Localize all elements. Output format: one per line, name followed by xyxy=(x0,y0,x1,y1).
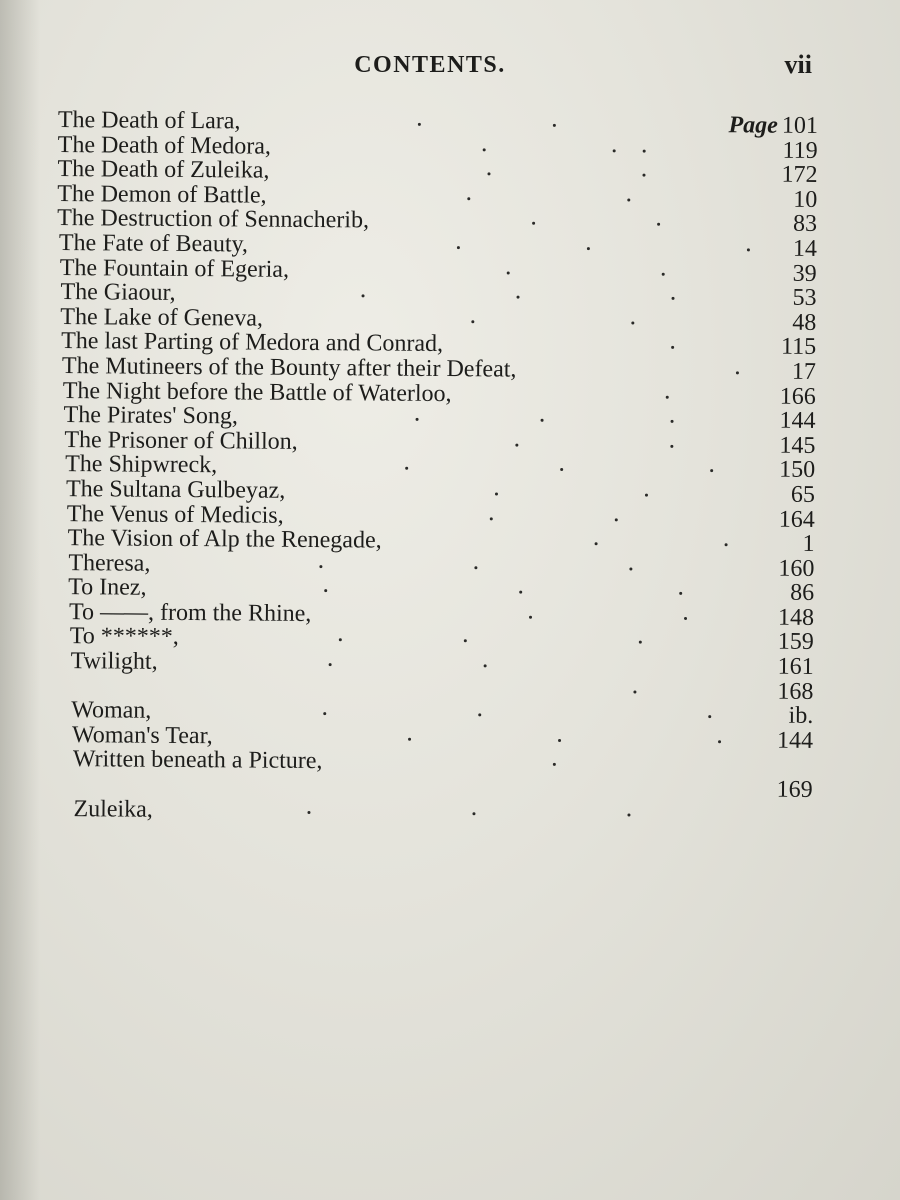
leader-dot xyxy=(416,418,419,421)
leader-dot xyxy=(405,467,408,470)
page-number: 159 xyxy=(777,629,814,656)
leader-dot xyxy=(747,248,750,251)
toc-entry-page xyxy=(778,556,814,581)
toc-entry-page xyxy=(778,655,814,680)
leader-dot xyxy=(671,420,674,423)
contents-list xyxy=(52,108,818,827)
page-number: ib. xyxy=(788,703,814,730)
leader-dot xyxy=(483,148,486,151)
toc-entry-title: The Prisoner of Chillon, xyxy=(64,426,298,455)
toc-entry-page xyxy=(793,188,817,213)
leader-dot xyxy=(595,542,598,545)
toc-entry-page xyxy=(779,409,815,434)
toc-entry-page xyxy=(780,384,816,409)
leader-dot xyxy=(457,246,460,249)
toc-entry xyxy=(52,797,812,828)
toc-entry-page xyxy=(788,704,813,729)
leader-dot xyxy=(639,641,642,644)
toc-entry-title: To ——, from the Rhine, xyxy=(68,598,312,627)
leader-dot xyxy=(519,591,522,594)
leader-dot xyxy=(679,592,682,595)
toc-entry-title: The Night before the Battle of Waterloo, xyxy=(62,377,452,407)
toc-entry-page xyxy=(782,138,817,163)
leader-dot xyxy=(324,589,327,592)
page-number: 172 xyxy=(781,161,818,189)
toc-entry-title: Zuleika, xyxy=(73,795,153,823)
toc-entry-title: The Demon of Battle, xyxy=(57,180,267,209)
page-label: Page xyxy=(728,112,778,139)
leader-dot xyxy=(684,617,687,620)
page-number: 115 xyxy=(780,334,817,361)
toc-entry-page xyxy=(791,483,815,508)
toc-entry-title: To ******, xyxy=(69,623,179,651)
page-number: 144 xyxy=(776,727,814,754)
page-number: 144 xyxy=(779,407,816,435)
toc-entry-title: The Sultana Gulbeyaz, xyxy=(65,475,286,504)
leader-dot xyxy=(517,296,520,299)
toc-entry-page xyxy=(779,458,815,483)
page-number: 14 xyxy=(792,235,818,262)
leader-dot xyxy=(307,811,310,814)
page-gutter-shadow xyxy=(0,0,40,1200)
leader-dot xyxy=(615,518,618,521)
toc-entry-page xyxy=(781,163,817,188)
leader-dot xyxy=(319,565,322,568)
leader-dot xyxy=(329,663,332,666)
page-number: 10 xyxy=(793,186,818,213)
toc-entry-title: Woman, xyxy=(71,697,152,725)
leader-dot xyxy=(643,149,646,152)
leader-dot xyxy=(645,494,648,497)
page-number: 161 xyxy=(777,653,814,681)
toc-entry-title: Theresa, xyxy=(68,549,151,577)
leader-dot xyxy=(633,690,636,693)
toc-entry-page xyxy=(792,311,816,336)
leader-dot xyxy=(672,297,675,300)
page-number: 53 xyxy=(792,284,817,312)
leader-dot xyxy=(613,149,616,152)
page-number: 1 xyxy=(802,530,815,558)
toc-entry-title: Twilight, xyxy=(70,648,158,675)
toc-entry-title: The Death of Zuleika, xyxy=(57,156,270,184)
leader-dot xyxy=(670,445,673,448)
page-number: 119 xyxy=(782,137,818,164)
toc-entry-title: The Fate of Beauty, xyxy=(58,229,249,258)
leader-dot xyxy=(474,566,477,569)
page-number: 164 xyxy=(778,506,815,533)
leader-dot xyxy=(642,174,645,177)
leader-dot xyxy=(529,616,532,619)
toc-entry-page xyxy=(792,286,816,311)
page-number: 39 xyxy=(792,260,817,287)
toc-entry-title: The Lake of Geneva, xyxy=(60,303,264,332)
toc-entry-page xyxy=(778,630,814,655)
leader-dot xyxy=(725,543,728,546)
leader-dot xyxy=(541,419,544,422)
page-number: 65 xyxy=(790,481,816,508)
page-number: 160 xyxy=(778,555,815,582)
leader-dot xyxy=(487,173,490,176)
page-number: 101 xyxy=(781,112,818,139)
page-number: 168 xyxy=(777,678,814,705)
leader-dot xyxy=(418,123,421,126)
leader-dot xyxy=(657,223,660,226)
toc-entry-page xyxy=(803,532,815,557)
leader-dot xyxy=(718,740,721,743)
toc-entry-title: Written beneath a Picture, xyxy=(72,746,323,775)
contents-heading: CONTENTS. xyxy=(354,52,506,78)
toc-entry-title: The Shipwreck, xyxy=(65,451,218,479)
leader-dot xyxy=(464,640,467,643)
toc-entry-page xyxy=(728,113,818,138)
leader-dot xyxy=(558,739,561,742)
toc-entry-title: The Giaour, xyxy=(60,279,176,307)
page-number: 166 xyxy=(779,383,816,410)
toc-entry-page xyxy=(793,261,817,286)
toc-entry-title: The Mutineers of the Bounty after their Defeat, xyxy=(61,352,517,383)
toc-entry-title: The Venus of Medicis, xyxy=(66,500,284,529)
toc-entry-title: The Death of Medora, xyxy=(57,131,272,160)
page-number: 17 xyxy=(791,358,817,385)
leader-dot xyxy=(408,738,411,741)
leader-dot xyxy=(478,714,481,717)
page-number: 145 xyxy=(779,432,816,459)
toc-entry-page xyxy=(793,237,817,262)
leader-dot xyxy=(708,715,711,718)
toc-entry-page xyxy=(779,433,815,458)
leader-dot xyxy=(507,271,510,274)
leader-dot xyxy=(560,468,563,471)
toc-entry-title: The last Parting of Medora and Conrad, xyxy=(61,328,444,358)
leader-dot xyxy=(627,198,630,201)
page-numeral: vii xyxy=(784,50,812,79)
toc-entry-title: Woman's Tear, xyxy=(71,721,213,750)
toc-entry-page xyxy=(777,729,813,754)
toc-entry-title: The Fountain of Egeria, xyxy=(59,254,290,283)
leader-dot xyxy=(467,197,470,200)
leader-dot xyxy=(471,320,474,323)
leader-dot xyxy=(339,639,342,642)
toc-entry-title: To Inez, xyxy=(68,574,147,601)
leader-dot xyxy=(495,492,498,495)
leader-dot xyxy=(532,222,535,225)
toc-entry-page xyxy=(793,212,817,237)
leader-dot xyxy=(631,321,634,324)
toc-entry-page xyxy=(778,606,814,631)
leader-dot xyxy=(662,272,665,275)
page-number: 150 xyxy=(779,456,816,484)
toc-entry-page xyxy=(777,778,813,803)
toc-entry-page xyxy=(779,507,815,532)
page-number: 169 xyxy=(776,776,813,803)
toc-entry-title: The Vision of Alp the Renegade, xyxy=(67,525,382,554)
leader-dot xyxy=(472,812,475,815)
toc-entry-title: The Death of Lara, xyxy=(57,107,241,135)
toc-entry-title: The Pirates' Song, xyxy=(63,402,238,430)
leader-dot xyxy=(736,371,739,374)
leader-dot xyxy=(484,664,487,667)
toc-entry-title: The Destruction of Sennacherib, xyxy=(57,205,370,234)
leader-dot xyxy=(710,469,713,472)
leader-dot xyxy=(671,346,674,349)
page-number: 83 xyxy=(793,211,818,238)
page-number: 148 xyxy=(777,604,815,631)
leader-dot xyxy=(666,395,669,398)
page-number: 48 xyxy=(792,309,817,336)
leader-dot xyxy=(362,295,365,298)
leader-dot xyxy=(490,517,493,520)
toc-entry-page xyxy=(792,360,816,385)
leader-dot xyxy=(553,763,556,766)
leader-dot xyxy=(515,443,518,446)
toc-entry-page xyxy=(790,581,814,606)
leader-dot xyxy=(587,247,590,250)
page-number: 86 xyxy=(790,580,815,607)
leader-dot xyxy=(627,813,630,816)
leader-dot xyxy=(553,124,556,127)
leader-dot xyxy=(323,712,326,715)
toc-entry-page xyxy=(781,335,816,360)
toc-entry-page xyxy=(777,679,813,704)
leader-dot xyxy=(629,567,632,570)
